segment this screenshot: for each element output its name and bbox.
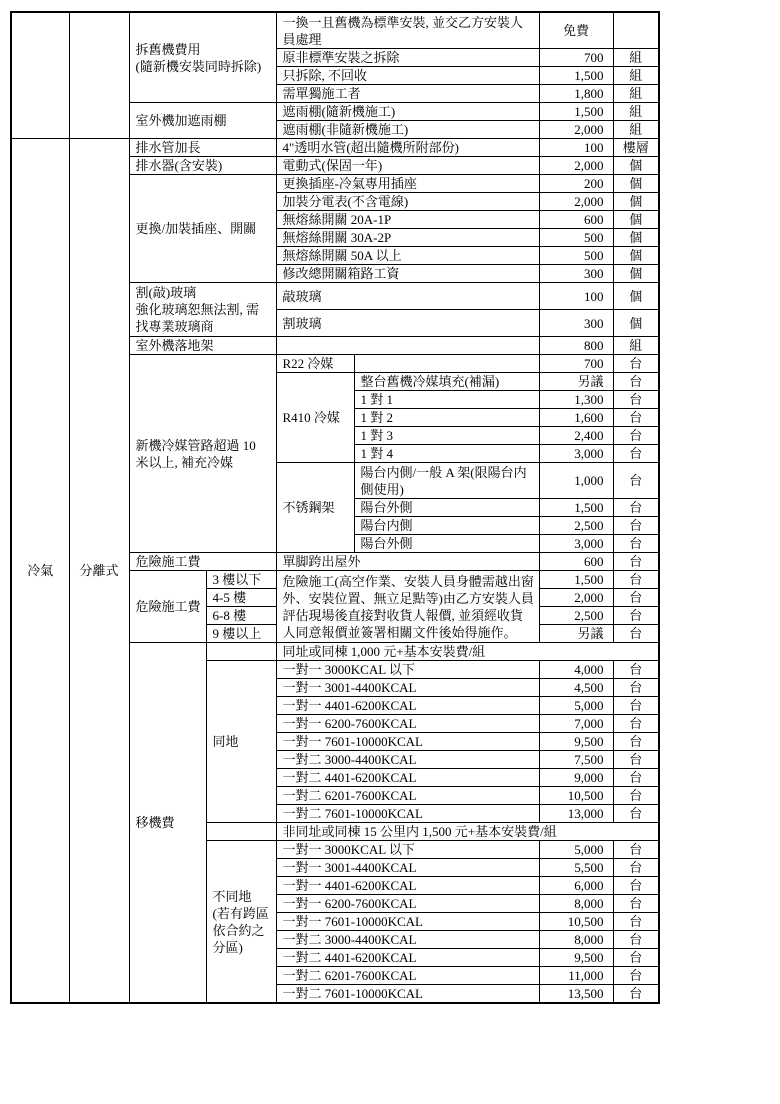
removal-unit: 組 [613, 49, 659, 67]
removal-label-note: (隨新機安裝同時拆除) [135, 58, 262, 74]
outlet-switch-desc: 無熔絲開關 50A 以上 [276, 247, 539, 265]
r410-price: 1,600 [539, 409, 613, 427]
danger-single-price: 600 [539, 553, 613, 571]
same-site-desc: 一對一 4401-6200KCAL [276, 697, 539, 715]
diff-site-desc: 一對一 7601-10000KCAL [276, 913, 539, 931]
glass-price: 300 [539, 310, 613, 337]
r22-label: R22 冷媒 [276, 355, 354, 373]
diff-site-label-note: (若有跨區依合約之分區) [212, 905, 269, 955]
relocation-same-site-header: 同址或同棟 1,000 元+基本安裝費/組 [276, 643, 659, 661]
drain-pump-label: 排水器(含安裝) [129, 157, 276, 175]
diff-site-unit: 台 [613, 895, 659, 913]
danger-single-desc: 單脚跨出屋外 [276, 553, 539, 571]
same-site-desc: 一對二 7601-10000KCAL [276, 805, 539, 823]
danger-single-label: 危險施工費 [129, 553, 276, 571]
steel-frame-desc: 陽台内側 [354, 517, 539, 535]
diff-site-unit: 台 [613, 949, 659, 967]
danger-floors-price: 另議 [539, 625, 613, 643]
floor-stand-label: 室外機落地架 [129, 337, 276, 355]
same-site-desc: 一對二 6201-7600KCAL [276, 787, 539, 805]
same-site-desc: 一對一 3001-4400KCAL [276, 679, 539, 697]
steel-frame-unit: 台 [613, 463, 659, 499]
outlet-switch-unit: 個 [613, 247, 659, 265]
steel-frame-price: 3,000 [539, 535, 613, 553]
r410-unit: 台 [613, 391, 659, 409]
danger-floors-price: 2,000 [539, 589, 613, 607]
drain-pump-price: 2,000 [539, 157, 613, 175]
removal-desc: 一換一且舊機為標準安裝, 並交乙方安裝人員處理 [276, 12, 539, 49]
danger-floors-unit: 台 [613, 607, 659, 625]
rain-shelter-price: 1,500 [539, 103, 613, 121]
steel-frame-price: 1,000 [539, 463, 613, 499]
glass-unit: 個 [613, 283, 659, 310]
danger-floors-unit: 台 [613, 625, 659, 643]
same-site-unit: 台 [613, 661, 659, 679]
removal-label: 拆舊機費用 [135, 41, 201, 57]
r410-unit: 台 [613, 427, 659, 445]
steel-frame-label-cell: 不锈鋼架 [276, 463, 354, 553]
outlet-switch-unit: 個 [613, 211, 659, 229]
outlet-switch-label-cell: 更換/加裝插座、開關 [129, 175, 276, 283]
rain-shelter-desc: 遮雨棚(非隨新機施工) [276, 121, 539, 139]
diff-site-unit: 台 [613, 859, 659, 877]
outlet-switch-desc: 更換插座-冷氣專用插座 [276, 175, 539, 193]
relocation-empty-cell [206, 823, 276, 841]
same-site-price: 4,000 [539, 661, 613, 679]
diff-site-desc: 一對二 4401-6200KCAL [276, 949, 539, 967]
diff-site-unit: 台 [613, 913, 659, 931]
rain-shelter-price: 2,000 [539, 121, 613, 139]
diff-site-price: 5,000 [539, 841, 613, 859]
floor-stand-price: 800 [539, 337, 613, 355]
r22-price: 700 [539, 355, 613, 373]
rain-shelter-unit: 組 [613, 103, 659, 121]
diff-site-unit: 台 [613, 967, 659, 985]
steel-frame-desc: 陽台外側 [354, 499, 539, 517]
floor-stand-unit: 組 [613, 337, 659, 355]
diff-site-desc: 一對一 3001-4400KCAL [276, 859, 539, 877]
r410-price: 1,300 [539, 391, 613, 409]
r410-unit: 台 [613, 373, 659, 391]
same-site-unit: 台 [613, 679, 659, 697]
drain-pipe-label: 排水管加長 [129, 139, 276, 157]
category-cell: 冷氣 [11, 139, 69, 1004]
outlet-switch-price: 500 [539, 229, 613, 247]
outlet-switch-desc: 無熔絲開關 20A-1P [276, 211, 539, 229]
r410-label-cell: R410 冷媒 [276, 373, 354, 463]
removal-price: 免費 [539, 12, 613, 49]
diff-site-price: 9,500 [539, 949, 613, 967]
same-site-desc: 一對一 6200-7600KCAL [276, 715, 539, 733]
danger-single-unit: 台 [613, 553, 659, 571]
diff-site-label-cell [206, 841, 276, 1004]
diff-site-price: 11,000 [539, 967, 613, 985]
removal-desc: 原非標準安裝之拆除 [276, 49, 539, 67]
glass-unit: 個 [613, 310, 659, 337]
diff-site-price: 6,000 [539, 877, 613, 895]
glass-label-cell [129, 283, 276, 337]
diff-site-unit: 台 [613, 985, 659, 1004]
outlet-switch-desc: 加裝分電表(不含電線) [276, 193, 539, 211]
removal-unit [613, 12, 659, 49]
outlet-switch-price: 600 [539, 211, 613, 229]
same-site-unit: 台 [613, 787, 659, 805]
r410-price: 3,000 [539, 445, 613, 463]
removal-price: 1,800 [539, 85, 613, 103]
outlet-switch-price: 2,000 [539, 193, 613, 211]
danger-floors-unit: 台 [613, 589, 659, 607]
same-site-unit: 台 [613, 751, 659, 769]
diff-site-desc: 一對一 6200-7600KCAL [276, 895, 539, 913]
same-site-unit: 台 [613, 733, 659, 751]
drain-pipe-price: 100 [539, 139, 613, 157]
relocation-label-cell: 移機費 [129, 643, 206, 1004]
same-site-price: 13,000 [539, 805, 613, 823]
steel-frame-unit: 台 [613, 499, 659, 517]
rain-shelter-unit: 組 [613, 121, 659, 139]
removal-unit: 組 [613, 85, 659, 103]
same-site-desc: 一對一 7601-10000KCAL [276, 733, 539, 751]
steel-frame-unit: 台 [613, 517, 659, 535]
same-site-price: 5,000 [539, 697, 613, 715]
diff-site-price: 10,500 [539, 913, 613, 931]
r22-unit: 台 [613, 355, 659, 373]
danger-floors-label-cell: 危險施工費 [129, 571, 206, 643]
danger-floor-range: 3 樓以下 [206, 571, 276, 589]
drain-pump-unit: 個 [613, 157, 659, 175]
removal-label-cell [129, 12, 276, 103]
r410-desc: 1 對 4 [354, 445, 539, 463]
outlet-switch-unit: 個 [613, 193, 659, 211]
diff-site-unit: 台 [613, 931, 659, 949]
same-site-price: 7,500 [539, 751, 613, 769]
glass-label: 割(敲)玻璃 [135, 285, 197, 300]
danger-floors-price: 2,500 [539, 607, 613, 625]
danger-floor-range: 9 樓以上 [206, 625, 276, 643]
subcategory-cell: 分離式 [69, 139, 129, 1004]
outlet-switch-unit: 個 [613, 175, 659, 193]
relocation-diff-site-header: 非同址或同棟 15 公里内 1,500 元+基本安裝費/組 [276, 823, 659, 841]
danger-floors-price: 1,500 [539, 571, 613, 589]
diff-site-desc: 一對一 3000KCAL 以下 [276, 841, 539, 859]
diff-site-unit: 台 [613, 841, 659, 859]
danger-floors-unit: 台 [613, 571, 659, 589]
diff-site-price: 8,000 [539, 931, 613, 949]
glass-desc: 割玻璃 [276, 310, 539, 337]
same-site-price: 9,000 [539, 769, 613, 787]
same-site-price: 10,500 [539, 787, 613, 805]
steel-frame-desc: 陽台内側/一般 A 架(限陽台内側使用) [354, 463, 539, 499]
r410-price: 另議 [539, 373, 613, 391]
same-site-price: 4,500 [539, 679, 613, 697]
removal-desc: 需單獨施工者 [276, 85, 539, 103]
ac-installation-price-table [10, 11, 660, 1004]
r22-desc [354, 355, 539, 373]
diff-site-desc: 一對二 6201-7600KCAL [276, 967, 539, 985]
same-site-desc: 一對一 3000KCAL 以下 [276, 661, 539, 679]
diff-site-desc: 一對二 7601-10000KCAL [276, 985, 539, 1004]
same-site-price: 7,000 [539, 715, 613, 733]
r410-desc: 1 對 2 [354, 409, 539, 427]
outlet-switch-unit: 個 [613, 265, 659, 283]
glass-desc: 敲玻璃 [276, 283, 539, 310]
removal-desc: 只拆除, 不回收 [276, 67, 539, 85]
r410-unit: 台 [613, 409, 659, 427]
rain-shelter-desc: 遮雨棚(隨新機施工) [276, 103, 539, 121]
same-site-unit: 台 [613, 715, 659, 733]
steel-frame-desc: 陽台外側 [354, 535, 539, 553]
steel-frame-price: 2,500 [539, 517, 613, 535]
r410-desc: 整台舊機冷媒填充(補漏) [354, 373, 539, 391]
drain-pipe-unit: 樓層 [613, 139, 659, 157]
steel-frame-unit: 台 [613, 535, 659, 553]
floor-stand-desc [276, 337, 539, 355]
diff-site-price: 5,500 [539, 859, 613, 877]
steel-frame-price: 1,500 [539, 499, 613, 517]
same-site-unit: 台 [613, 769, 659, 787]
same-site-desc: 一對二 4401-6200KCAL [276, 769, 539, 787]
refrigerant-label-cell: 新機冷媒管路超過 10 米以上, 補充冷媒 [129, 355, 276, 553]
outlet-switch-desc: 修改總開關箱路工資 [276, 265, 539, 283]
removal-unit: 組 [613, 67, 659, 85]
rain-shelter-label-cell: 室外機加遮雨棚 [129, 103, 276, 139]
removal-price: 700 [539, 49, 613, 67]
same-site-unit: 台 [613, 805, 659, 823]
diff-site-unit: 台 [613, 877, 659, 895]
removal-price: 1,500 [539, 67, 613, 85]
prev-subcategory-cell [69, 12, 129, 139]
relocation-empty-cell [206, 643, 276, 661]
diff-site-price: 8,000 [539, 895, 613, 913]
same-site-desc: 一對二 3000-4400KCAL [276, 751, 539, 769]
danger-floors-desc-cell: 危險施工(高空作業、安裝人員身體需越出窗外、安裝位置、無立足點等)由乙方安裝人員評估現場後直接對收貨人報價, 並須經收貨人同意報價並簽署相關文件後始得施作。 [276, 571, 539, 643]
outlet-switch-price: 300 [539, 265, 613, 283]
diff-site-price: 13,500 [539, 985, 613, 1004]
diff-site-desc: 一對二 3000-4400KCAL [276, 931, 539, 949]
outlet-switch-price: 500 [539, 247, 613, 265]
glass-price: 100 [539, 283, 613, 310]
danger-floor-range: 6-8 樓 [206, 607, 276, 625]
glass-label-note: 強化玻璃恕無法割, 需找專業玻璃商 [135, 302, 260, 334]
diff-site-label: 不同地 [212, 888, 252, 904]
diff-site-desc: 一對一 4401-6200KCAL [276, 877, 539, 895]
r410-price: 2,400 [539, 427, 613, 445]
drain-pump-desc: 電動式(保固一年) [276, 157, 539, 175]
same-site-price: 9,500 [539, 733, 613, 751]
outlet-switch-price: 200 [539, 175, 613, 193]
same-site-unit: 台 [613, 697, 659, 715]
r410-desc: 1 對 3 [354, 427, 539, 445]
same-site-label-cell: 同地 [206, 661, 276, 823]
drain-pipe-desc: 4"透明水管(超出隨機所附部份) [276, 139, 539, 157]
outlet-switch-unit: 個 [613, 229, 659, 247]
outlet-switch-desc: 無熔絲開關 30A-2P [276, 229, 539, 247]
prev-category-cell [11, 12, 69, 139]
r410-unit: 台 [613, 445, 659, 463]
danger-floor-range: 4-5 樓 [206, 589, 276, 607]
r410-desc: 1 對 1 [354, 391, 539, 409]
